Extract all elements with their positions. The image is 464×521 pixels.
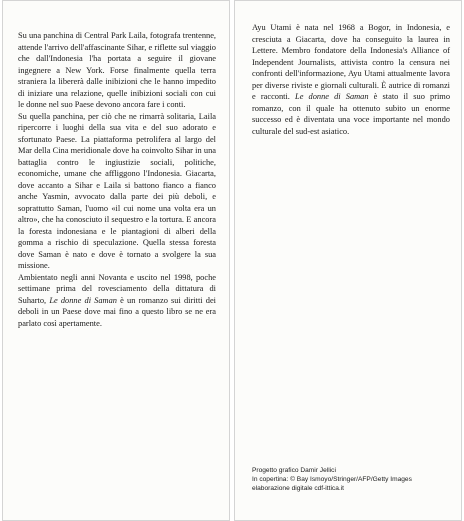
- design-credits: [252, 466, 452, 494]
- credit-line-cover: In copertina: © Bay Ismoyo/Stringer/AFP/Getty Images: [252, 476, 412, 484]
- synopsis-paragraph-2: Su quella panchina, per ciò che ne rimarrà solitaria, Laila ripercorre i luoghi della sua vita e del suo adorato e sfortunato Paese. La piattaforma petrolifera al largo del Mar della Cina meridionale dove ha coinvolto Sihar in una battaglia contro le ingiustizie sociali, politiche, economiche, umane che affliggono l'Indonesia. Giacarta, dove accanto a Sihar e Laila si battono fianco a fianco anche Yasmin, avvocato dalla parte dei più deboli, e soprattutto Saman, l'uomo «il cui nome una volta era un altro», che ha conosciuto il sequestro e la tortura. E ancora la foresta indonesiana e le piantagioni di alberi della gomma a rischio di speculazione. Quella stessa foresta dove Saman è nato e dove è tornato a svolgere la sua missione.: [18, 111, 216, 270]
- book-title: Le donne di Saman: [295, 92, 369, 101]
- credit-line-digital: elaborazione digitale cdf-ittica.it: [252, 485, 344, 493]
- author-bio-paragraph: Ayu Utami è nata nel 1968 a Bogor, in Indonesia, e cresciuta a Giacarta, dove ha conseguito la laurea in Lettere. Membro fondatore della Indonesia's Alliance of Independent Journalists, attivista contro la censura nei confronti dell'informazione, Ayu Utami attualmente lavora per diverse riviste e giornali culturali. È autrice di romanzi e racconti. Le donne di Saman è stato il suo primo romanzo, con il quale ha ottenuto subito un enorme successo ed è diventata una voce importante nel mondo culturale del sud-est asiatico.: [252, 23, 451, 136]
- author-bio: [252, 22, 450, 137]
- book-title: Le donne di Saman: [49, 295, 117, 305]
- synopsis-paragraph-3: Ambientato negli anni Novanta e uscito nel 1998, poche settimane prima del rovesciamento della dittatura di Suharto, Le donne di Saman è un romanzo sui diritti dei deboli in un Paese dove mai fino a questo libro se ne era parlato così apertamente.: [18, 272, 216, 328]
- synopsis-paragraph-1: Su una panchina di Central Park Laila, fotografa trentenne, attende l'arrivo dell'affascinante Sihar, e riflette sul viaggio che dall'Indonesia l'ha portata a seguire il giovane ingegnere a New York. Forse finalmente quella terra straniera la libererà dalle inibizioni che le hanno impedito di iniziare una relazione, quelle inibizioni sociali con cui le donne nel suo Paese devono ancora fare i conti.: [18, 31, 216, 109]
- synopsis-text: [18, 30, 216, 329]
- credit-line-design: Progetto grafico Damir Jellici: [252, 467, 336, 474]
